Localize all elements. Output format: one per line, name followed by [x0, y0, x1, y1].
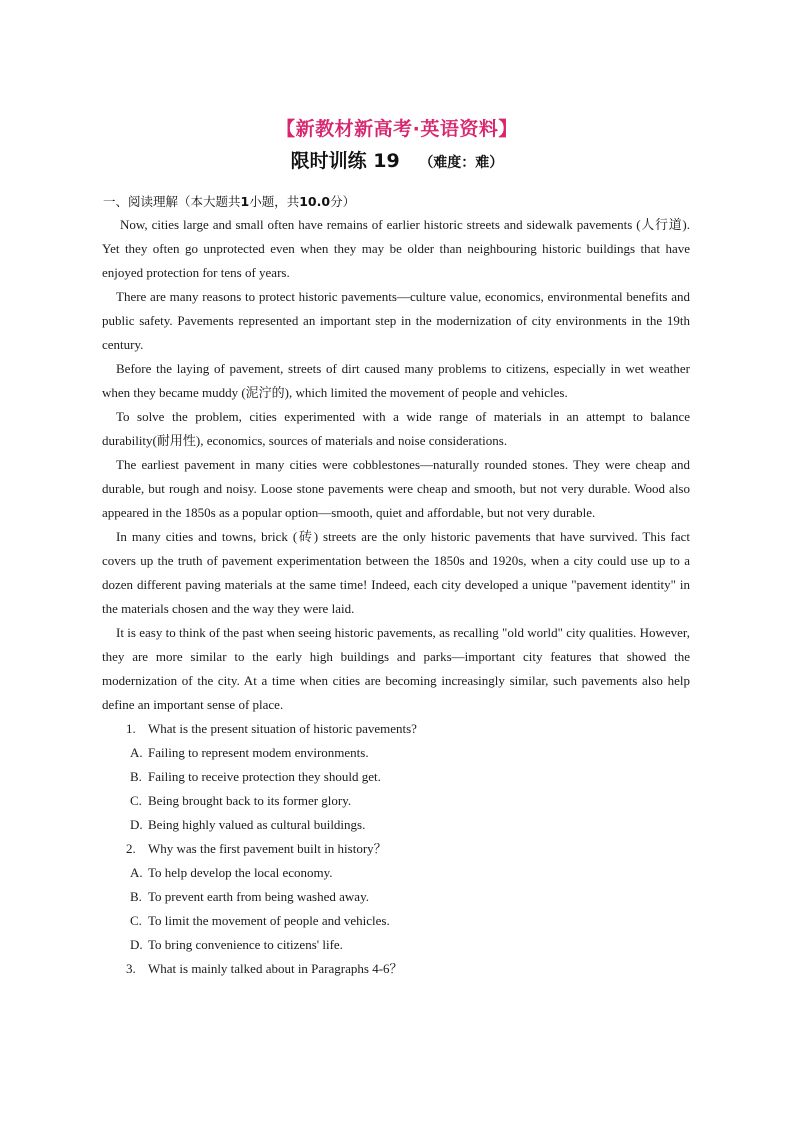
question-stem — [102, 717, 690, 741]
answer-option-b[interactable] — [102, 885, 690, 909]
option-letter: A. — [130, 745, 143, 760]
option-letter: C. — [130, 913, 142, 928]
question-number: 1. — [126, 721, 136, 736]
option-letter: C. — [130, 793, 142, 808]
page-title: 限时训练 19 — [290, 150, 400, 172]
section-label-suffix: 分） — [330, 194, 356, 209]
passage-paragraph-5: The earliest pavement in many cities were cobblestones—naturally rounded stones. They were cheap and durable, but rough and noisy. Loose stone pavements were cheap and smooth, but not very durable. Wood also appeared in the 1850s as a popular option—smooth, quiet and affordable, but not very durable. — [102, 457, 690, 520]
option-text: To bring convenience to citizens' life. — [148, 937, 343, 952]
passage-paragraph-1: Now, cities large and small often have remains of earlier historic streets and sidewalk pavements (人行道). Yet they often go unprotected even when they may be older than neighbouring historic buildings that have enjoyed protection for tens of years. — [102, 217, 690, 280]
question-1 — [102, 717, 690, 837]
banner-title: 【新教材新高考·英语资料】 — [276, 118, 518, 140]
section-label-prefix: 一、阅读理解（本大题共 — [103, 194, 241, 209]
answer-option-d[interactable] — [102, 813, 690, 837]
answer-option-b[interactable] — [102, 765, 690, 789]
option-text: Being highly valued as cultural buildings. — [148, 817, 366, 832]
section-heading — [103, 192, 355, 210]
answer-option-a[interactable] — [102, 741, 690, 765]
option-text: Failing to receive protection they should get. — [148, 769, 381, 784]
answer-option-c[interactable] — [102, 789, 690, 813]
question-text: What is mainly talked about in Paragraphs 4-6？ — [148, 961, 403, 976]
option-text: To prevent earth from being washed away. — [148, 889, 369, 904]
section-count: 1 — [240, 194, 250, 209]
option-text: Being brought back to its former glory. — [148, 793, 352, 808]
option-letter: B. — [130, 769, 142, 784]
question-3 — [102, 957, 690, 981]
section-label-mid: 小题，共 — [249, 194, 300, 209]
answer-option-c[interactable] — [102, 909, 690, 933]
question-number: 2. — [126, 841, 136, 856]
option-letter: B. — [130, 889, 142, 904]
option-letter: A. — [130, 865, 143, 880]
section-points: 10.0 — [299, 194, 331, 209]
option-text: Failing to represent modem environments. — [148, 745, 369, 760]
passage-paragraph-4: To solve the problem, cities experimented with a wide range of materials in an attempt to balance durability(耐用性), economics, sources of materials and noise considerations. — [102, 409, 690, 448]
passage-paragraph-6: In many cities and towns, brick (砖) streets are the only historic pavements that have survived. This fact covers up the truth of pavement experimentation between the 1850s and 1920s, when a city could use up to a dozen different paving materials at the same time! Indeed, each city developed a unique "pavement identity" in the materials chosen and the way they were laid. — [102, 529, 690, 616]
question-stem — [102, 957, 690, 981]
answer-option-d[interactable] — [102, 933, 690, 957]
title-row — [0, 146, 794, 173]
reading-passage — [102, 213, 690, 981]
option-letter: D. — [130, 937, 143, 952]
question-number: 3. — [126, 961, 136, 976]
option-text: To limit the movement of people and vehicles. — [148, 913, 390, 928]
option-letter: D. — [130, 817, 143, 832]
passage-paragraph-2: There are many reasons to protect historic pavements—culture value, economics, environmental benefits and public safety. Pavements represented an important step in the modernization of city environments in the 19th century. — [102, 289, 690, 352]
answer-option-a[interactable] — [102, 861, 690, 885]
option-text: To help develop the local economy. — [148, 865, 333, 880]
passage-paragraph-7: It is easy to think of the past when seeing historic pavements, as recalling "old world" city qualities. However, they are more similar to the early high buildings and parks—important city features that showed the modernization of the city. At a time when cities are becoming increasingly similar, such pavements also help define an important sense of place. — [102, 625, 690, 712]
difficulty-label: （难度：难） — [419, 155, 504, 171]
question-stem — [102, 837, 690, 861]
passage-paragraph-3: Before the laying of pavement, streets of dirt caused many problems to citizens, especially in wet weather when they became muddy (泥泞的), which limited the movement of people and vehicles. — [102, 361, 690, 400]
question-text: What is the present situation of historic pavements? — [148, 721, 417, 736]
question-text: Why was the first pavement built in history？ — [148, 841, 387, 856]
question-2 — [102, 837, 690, 957]
